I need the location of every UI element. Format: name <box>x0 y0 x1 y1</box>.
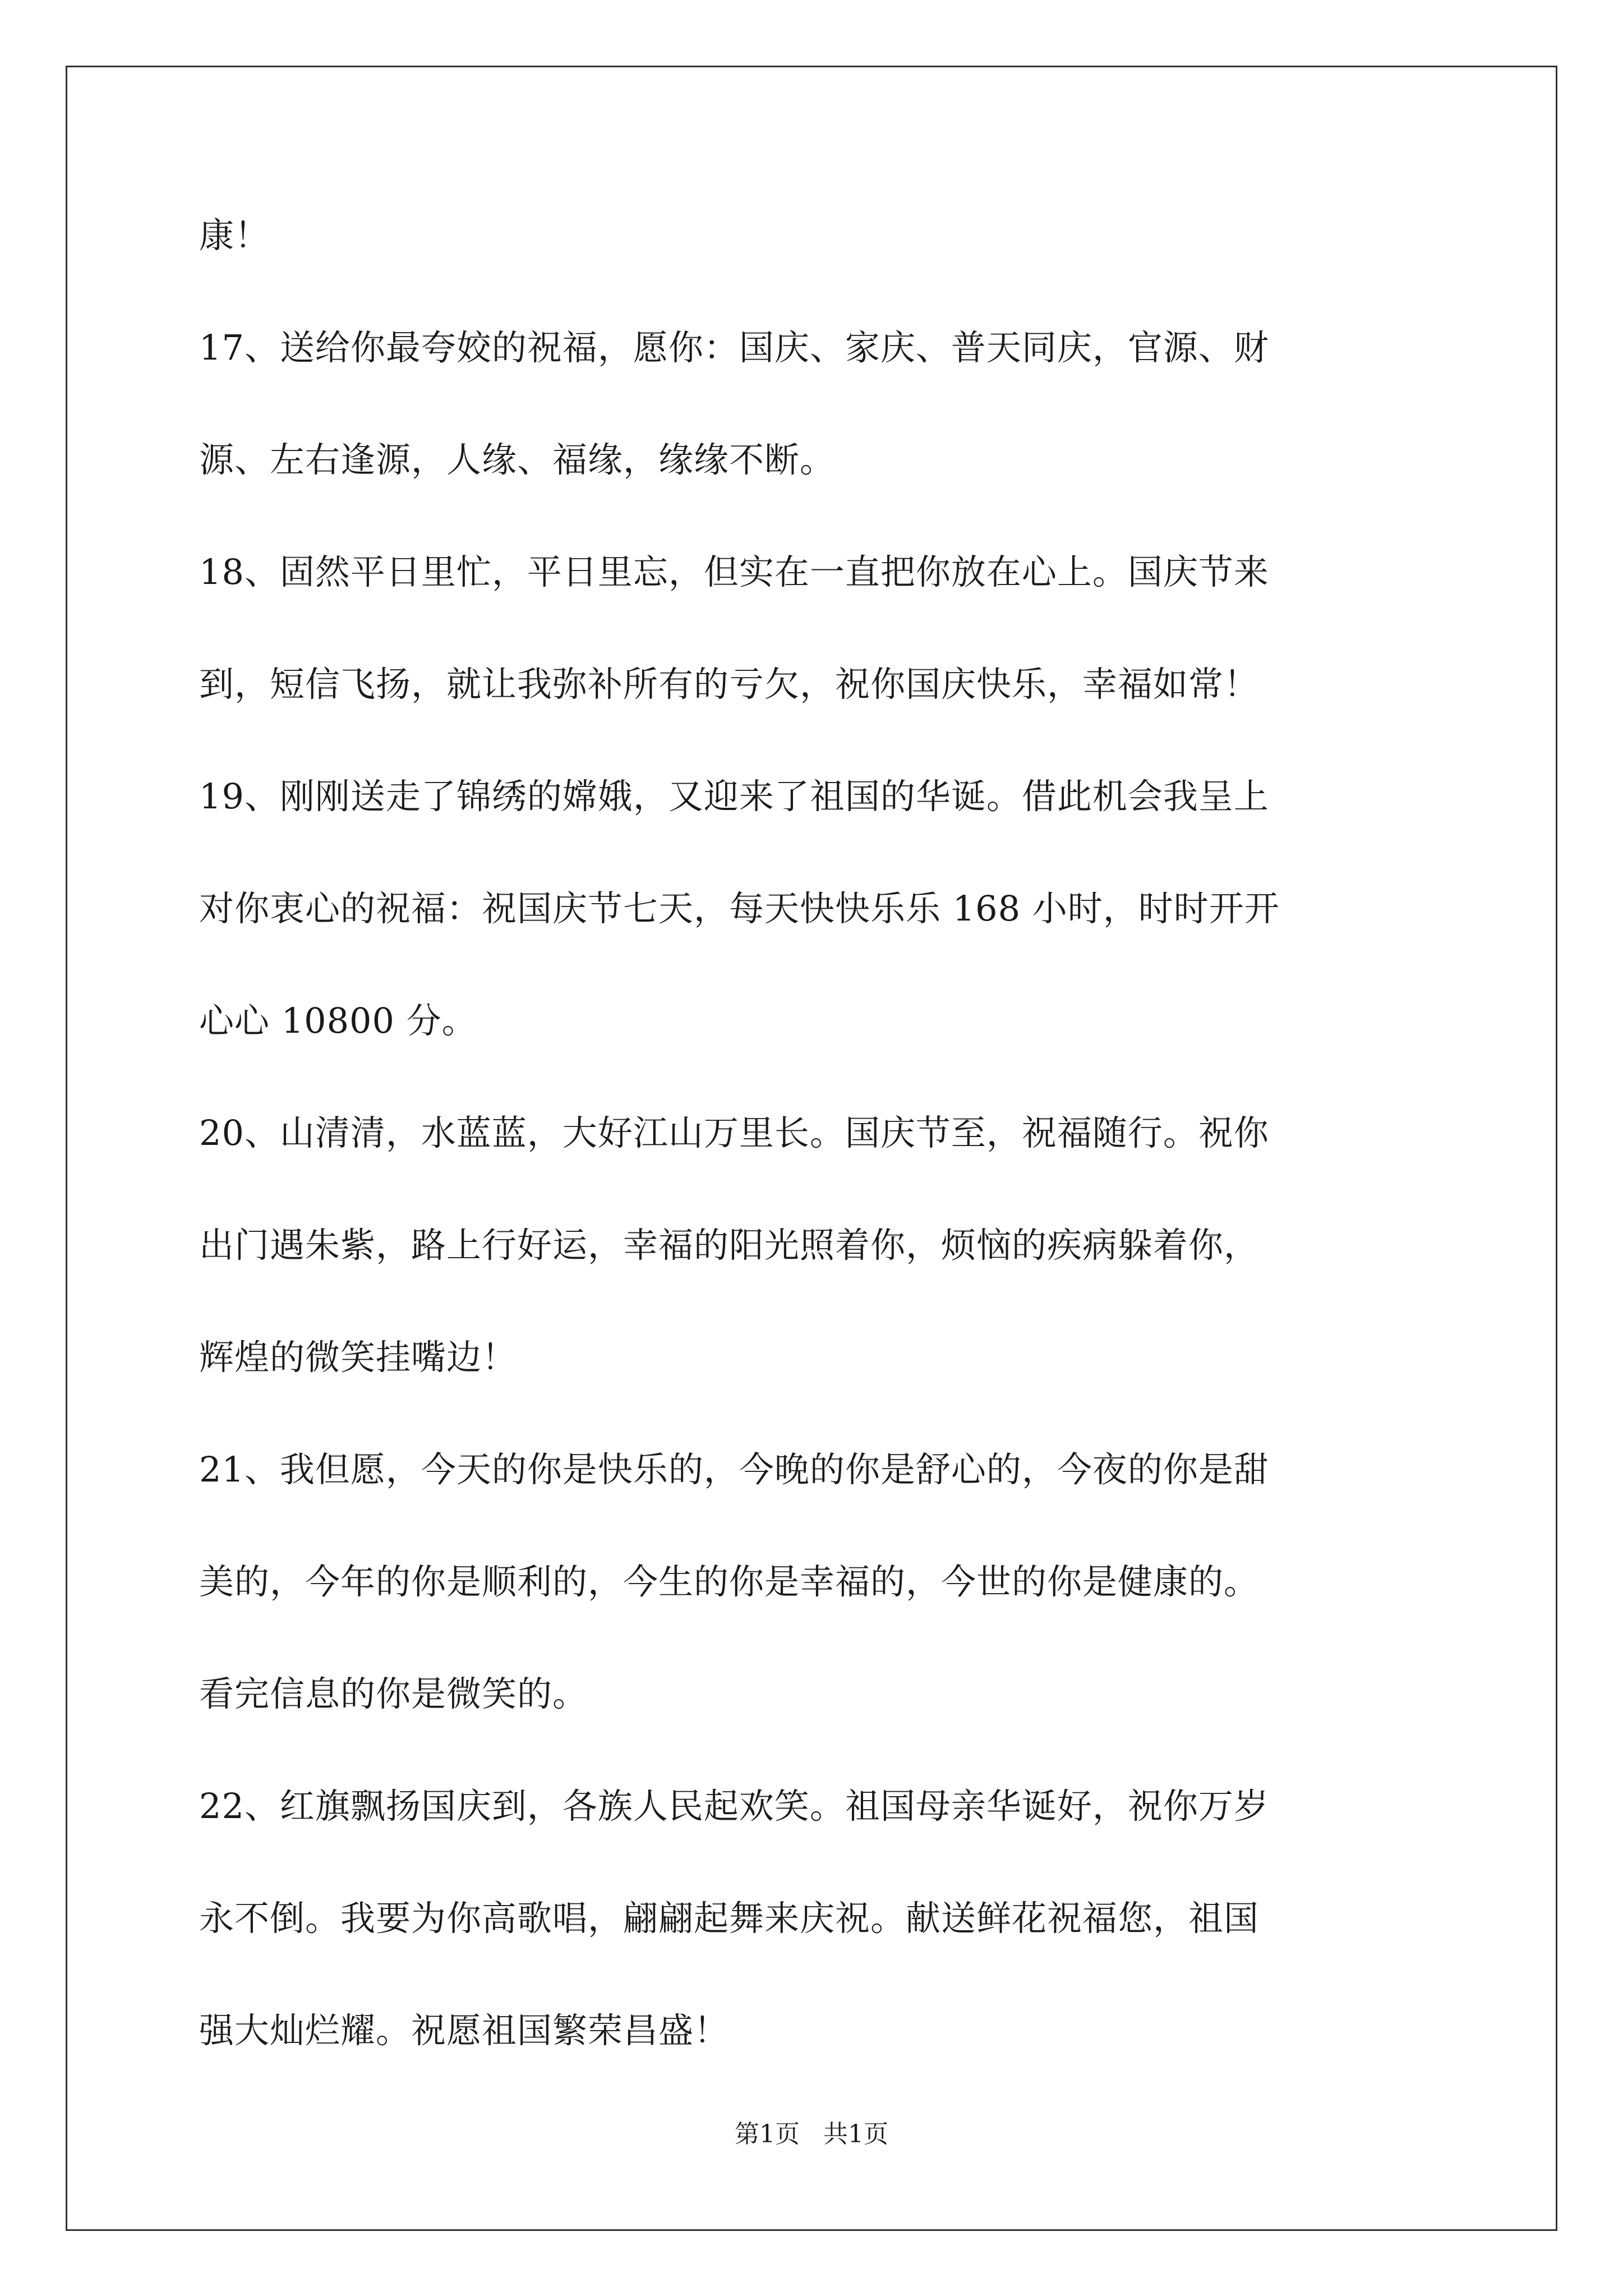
text-line: 到，短信飞扬，就让我弥补所有的亏欠，祝你国庆快乐，幸福如常！ <box>199 664 1260 705</box>
text-line: 22、红旗飘扬国庆到，各族人民起欢笑。祖国母亲华诞好，祝你万岁 <box>199 1786 1269 1826</box>
page-footer: 第1页 共1页 <box>735 2120 888 2148</box>
text-line: 永不倒。我要为你高歌唱，翩翩起舞来庆祝。献送鲜花祝福您，祖国 <box>199 1898 1260 1939</box>
text-line: 20、山清清，水蓝蓝，大好江山万里长。国庆节至，祝福随行。祝你 <box>199 1112 1269 1153</box>
text-line: 看完信息的你是微笑的。 <box>199 1673 588 1714</box>
text-line: 康！ <box>199 215 270 256</box>
text-line: 源、左右逢源，人缘、福缘，缘缘不断。 <box>199 439 836 480</box>
text-line: 辉煌的微笑挂嘴边！ <box>199 1337 518 1378</box>
text-line: 强大灿烂耀。祝愿祖国繁荣昌盛！ <box>199 2010 730 2051</box>
text-line: 17、送给你最夸姣的祝福，愿你：国庆、家庆、普天同庆，官源、财 <box>199 327 1269 368</box>
text-line: 19、刚刚送走了锦绣的嫦娥，又迎来了祖国的华诞。借此机会我呈上 <box>199 776 1269 817</box>
document-body <box>199 208 1433 2115</box>
text-line: 美的，今年的你是顺利的，今生的你是幸福的，今世的你是健康的。 <box>199 1561 1260 1602</box>
text-line: 21、我但愿，今天的你是快乐的，今晚的你是舒心的，今夜的你是甜 <box>199 1449 1269 1490</box>
text-line: 18、固然平日里忙，平日里忘，但实在一直把你放在心上。国庆节来 <box>199 551 1269 592</box>
text-line: 出门遇朱紫，路上行好运，幸福的阳光照着你，烦恼的疾病躲着你， <box>199 1225 1260 1266</box>
text-line: 心心 10800 分。 <box>199 1000 477 1041</box>
text-line: 对你衷心的祝福：祝国庆节七天，每天快快乐乐 168 小时，时时开开 <box>199 888 1280 929</box>
